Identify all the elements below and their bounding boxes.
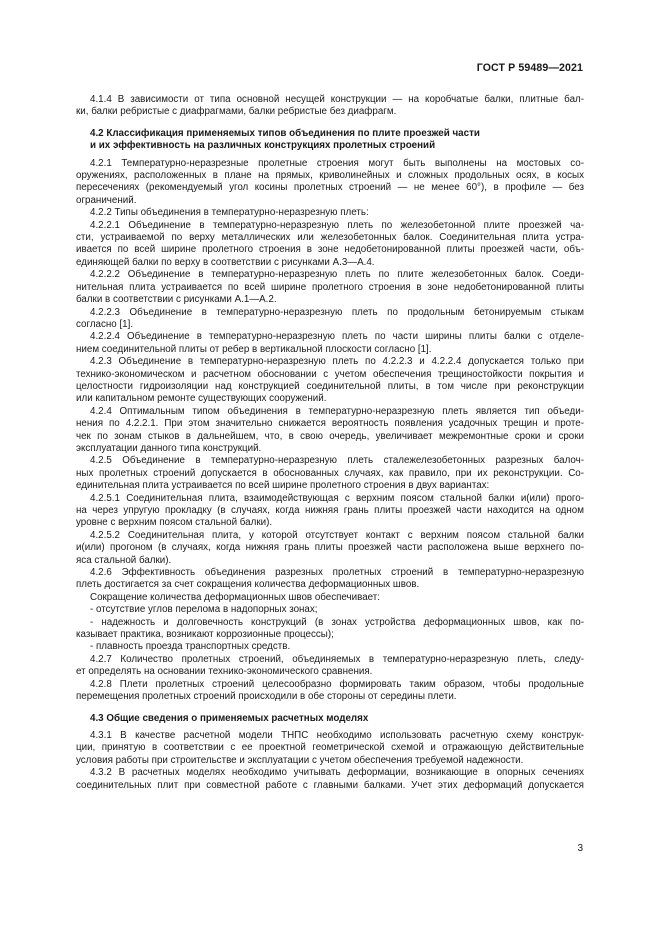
text-line: ет определять на основании технико-экономического сравнения. <box>76 666 373 678</box>
text-line: ции, принятую в соответствии с ее проектной геометрической схемой и отражающую действительные <box>76 742 584 754</box>
text-line: 4.2.6 Эффективность объединения разрезных пролетных строений в температурно-неразрезную <box>90 567 584 579</box>
text-line: ных пролетных строений допускается в обоснованных случаях, как правило, при их реконструкции. Со- <box>76 467 584 479</box>
text-line: 4.2.5.1 Соединительная плита, взаимодействующая с верхним поясом стальной балки и(или) прого- <box>90 492 584 504</box>
text-line: единяющей балки по верху в соответствии с рисунками А.3—А.4. <box>76 256 375 268</box>
list-item: - надежность и долговечность конструкций (в зонах устройства деформационных швов, как по- <box>90 616 584 628</box>
text-line: 4.2.8 Плети пролетных строений целесообразно формировать таким образом, чтобы продольные <box>90 678 584 690</box>
text-line: чек по зонам стыков в дальнейшем, что, в свою очередь, увеличивает межремонтные сроки и сроки <box>76 430 584 442</box>
text-line: ограничений. <box>76 194 137 206</box>
text-line: перемещения пролетных строений происходили в обе стороны от середины плети. <box>76 691 457 703</box>
text-line: 4.2.7 Количество пролетных строений, объединяемых в температурно-неразрезную плеть, следу- <box>90 653 584 665</box>
text-line: балки в соответствии с рисунками А.1—А.2. <box>76 294 277 306</box>
text-line: 4.2.4 Оптимальным типом объединения в температурно-неразрезную плеть является тип объеди- <box>90 405 584 417</box>
text-line: плеть достигается за счет сокращения количества деформационных швов. <box>76 579 420 591</box>
text-line: соединительных плит при совместной работе с главными балками. Учет этих деформаций допускается <box>76 779 584 791</box>
text-line: целостности гидроизоляции над конструкцией соединительной плиты, в том числе при реконструкции <box>76 380 584 392</box>
section-heading-4-2-cont: и их эффективность на различных конструкциях пролетных строений <box>90 140 436 152</box>
text-line: 4.2.3 Объединение в температурно-неразрезную плеть по 4.2.2.3 и 4.2.2.4 допускается только при <box>90 356 584 368</box>
text-line: 4.3.1 В качестве расчетной модели ТНПС необходимо использовать расчетную схему конструк- <box>90 729 584 741</box>
text-line: 4.2.2.2 Объединение в температурно-неразрезную плеть по плите железобетонных балок. Соеди- <box>90 269 584 281</box>
text-line: сти, устраиваемой по верху металлических или железобетонных балок. Соединительная плита устра- <box>76 232 584 244</box>
text-line: 4.2.5 Объединение в температурно-неразрезную плеть сталежелезобетонных разрезных балоч- <box>90 455 584 467</box>
text-line: ивается по всей ширине пролетного строения в зоне недобетонированной плиты проезжей части, объ- <box>76 244 584 256</box>
text-line: или капитальном ремонте существующих сооружений. <box>76 393 327 405</box>
text-line: условия работы при строительстве и эксплуатации с учетом обеспечения требуемой надежности. <box>76 754 524 766</box>
text-line: нительная плита устраивается по всей ширине пролетного строения в зоне недобетонированной плиты <box>76 281 584 293</box>
text-line: ки, балки ребристые с диафрагмами, балки ребристые без диафрагм. <box>76 106 397 118</box>
text-line: нения по 4.2.2.1. При этом значительно снижается вероятность появления усадочных трещин и проте- <box>76 418 584 430</box>
section-heading-4-2: 4.2 Классификация применяемых типов объединения по плите проезжей части <box>90 127 480 139</box>
text-line: и(или) прогоном (в случаях, когда нижняя грань плиты проезжей части расположена выше верхнего по- <box>76 542 584 554</box>
text-line: казывает практика, возникают коррозионные процессы); <box>76 629 334 641</box>
text-line: 4.2.2 Типы объединения в температурно-неразрезную плеть: <box>90 207 369 219</box>
text-line: 4.2.5.2 Соединительная плита, у которой отсутствует контакт с верхним поясом стальной балки <box>90 529 584 541</box>
text-line: единительная плита устраивается по всей ширине пролетного строения в двух вариантах: <box>76 480 490 492</box>
text-line: 4.1.4 В зависимости от типа основной несущей конструкции — на коробчатые балки, плитные бал- <box>90 94 584 105</box>
text-line: Сокращение количества деформационных швов обеспечивает: <box>90 591 381 603</box>
text-line: на через упругую прокладку (в случаях, когда нижняя грань плиты проезжей части находится на одном <box>76 505 584 516</box>
text-line: яса стальной балки). <box>76 554 172 566</box>
text-line: 4.2.2.1 Объединение в температурно-неразрезную плеть по железобетонной плите проезжей ча- <box>90 219 584 231</box>
section-heading-4-3: 4.3 Общие сведения о применяемых расчетных моделях <box>90 712 369 724</box>
text-line: 4.2.2.3 Объединение в температурно-неразрезную плеть по продольным бетонируемым стыкам <box>90 306 584 318</box>
document-number: ГОСТ Р 59489—2021 <box>476 62 583 74</box>
text-line: технико-экономическом и расчетном обосновании с учетом обеспечения трещиностойкости покрытия и <box>76 368 584 380</box>
text-line: 4.3.2 В расчетных моделях необходимо учитывать деформации, возникающие в опорных сечениях <box>90 767 584 779</box>
text-line: оружениях, расположенных в плане на прямых, криволинейных и сложных продольных осях, в косых <box>76 170 584 182</box>
list-item: - отсутствие углов перелома в надопорных зонах; <box>90 604 318 616</box>
text-line: нием соединительной плиты от ребер в вертикальной плоскости согласно [1]. <box>76 343 432 355</box>
text-line: эксплуатации данного типа конструкций. <box>76 442 262 454</box>
text-line: уровне с верхним поясом стальной балки). <box>76 517 273 529</box>
text-line: пересечениях (рекомендуемый угол косины пролетных строений — не менее 60°), в профиле — без <box>76 182 584 194</box>
text-line: согласно [1]. <box>76 318 134 330</box>
page-number: 3 <box>577 843 583 854</box>
text-line: 4.2.2.4 Объединение в температурно-неразрезную плеть по части ширины плиты балки с отделе- <box>90 331 584 343</box>
text-line: 4.2.1 Температурно-неразрезные пролетные строения могут быть выполнены на мостовых со- <box>90 157 584 169</box>
document-body <box>76 94 584 792</box>
list-item: - плавность проезда транспортных средств. <box>90 641 291 653</box>
